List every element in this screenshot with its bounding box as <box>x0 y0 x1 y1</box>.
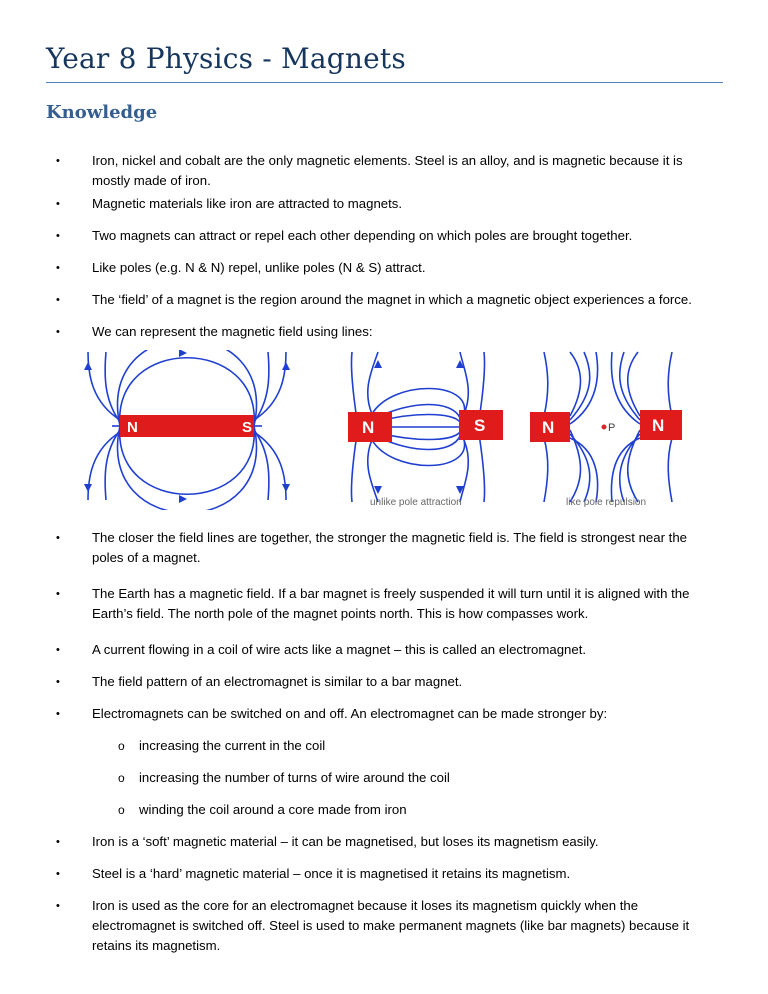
bullet-icon: • <box>56 262 60 274</box>
bullet-icon: • <box>56 294 60 306</box>
arrow-icon <box>84 362 92 370</box>
sub-list-item: o increasing the current in the coil <box>118 736 678 756</box>
list-item: • The Earth has a magnetic field. If a bar magnet is freely suspended it will turn until it is aligned with the Earth’s field. The north pole of the magnet points north. This is how compasses work. <box>56 586 690 621</box>
south-pole-label: S <box>474 416 486 435</box>
bullet-icon: • <box>56 836 60 848</box>
list-item: • Steel is a ‘hard’ magnetic material – once it is magnetised it retains its magnetism. <box>46 864 722 884</box>
sub-bullet-icon: o <box>118 771 125 785</box>
list-item: • Iron, nickel and cobalt are the only magnetic elements. Steel is an alloy, and is magnetic because it is mostly made of iron. <box>56 153 683 188</box>
arrow-icon <box>84 484 92 492</box>
south-pole-label: S <box>242 419 253 436</box>
sub-list-item: o increasing the number of turns of wire around the coil <box>118 768 678 788</box>
bullet-icon: • <box>56 900 60 912</box>
list-item: • The field pattern of an electromagnet is similar to a bar magnet. <box>46 672 722 692</box>
bullet-icon: • <box>56 676 60 688</box>
bullet-icon: • <box>56 155 60 167</box>
list-item: • Like poles (e.g. N & N) repel, unlike poles (N & S) attract. <box>46 258 722 278</box>
magnetic-field-diagrams <box>72 350 696 510</box>
point-p-label: P <box>608 422 616 434</box>
bullet-icon: • <box>56 326 60 338</box>
page-title: Year 8 Physics - Magnets <box>46 42 406 75</box>
sub-bullet-icon: o <box>118 739 125 753</box>
list-item: • Magnetic materials like iron are attracted to magnets. <box>46 194 722 214</box>
north-pole-label: N <box>127 419 138 436</box>
arrow-icon <box>179 350 187 357</box>
list-item: • The closer the field lines are together, the stronger the magnetic field is. The field is strongest near the poles of a magnet. <box>56 530 687 565</box>
list-item: • Two magnets can attract or repel each other depending on which poles are brought together. <box>46 226 722 246</box>
attraction-caption: unlike pole attraction <box>370 497 462 508</box>
bullet-icon: • <box>56 868 60 880</box>
bar-magnet <box>120 415 254 437</box>
list-item: • A current flowing in a coil of wire acts like a magnet – this is called an electromagnet. <box>46 640 722 660</box>
list-item: • Iron is a ‘soft’ magnetic material – it can be magnetised, but loses its magnetism easily. <box>46 832 722 852</box>
arrow-icon <box>179 495 187 503</box>
title-underline <box>46 82 723 83</box>
list-item: • Electromagnets can be switched on and off. An electromagnet can be made stronger by: <box>46 704 722 724</box>
north-pole-label: N <box>652 416 665 435</box>
north-pole-label: N <box>542 418 555 437</box>
bullet-icon: • <box>56 708 60 720</box>
bullet-icon: • <box>56 588 60 600</box>
bullet-icon: • <box>56 644 60 656</box>
repulsion-caption: like pole repulsion <box>566 497 647 508</box>
list-item: • Iron is used as the core for an electromagnet because it loses its magnetism quickly when the electromagnet is switched off. Steel is used to make permanent magnets (like bar magnets) because it retains its magnetism. <box>56 898 690 953</box>
bullet-icon: • <box>56 230 60 242</box>
section-heading: Knowledge <box>46 102 158 123</box>
arrow-icon <box>282 484 290 492</box>
list-item: • The ‘field’ of a magnet is the region around the magnet in which a magnetic object experiences a force. <box>46 290 722 310</box>
bullet-icon: • <box>56 532 60 544</box>
sub-list-item: o winding the coil around a core made from iron <box>118 800 678 820</box>
sub-bullet-icon: o <box>118 803 125 817</box>
point-p-marker <box>602 425 607 430</box>
north-pole-label: N <box>362 418 375 437</box>
bullet-icon: • <box>56 198 60 210</box>
list-item: • We can represent the magnetic field using lines: <box>46 322 722 342</box>
arrow-icon <box>282 362 290 370</box>
